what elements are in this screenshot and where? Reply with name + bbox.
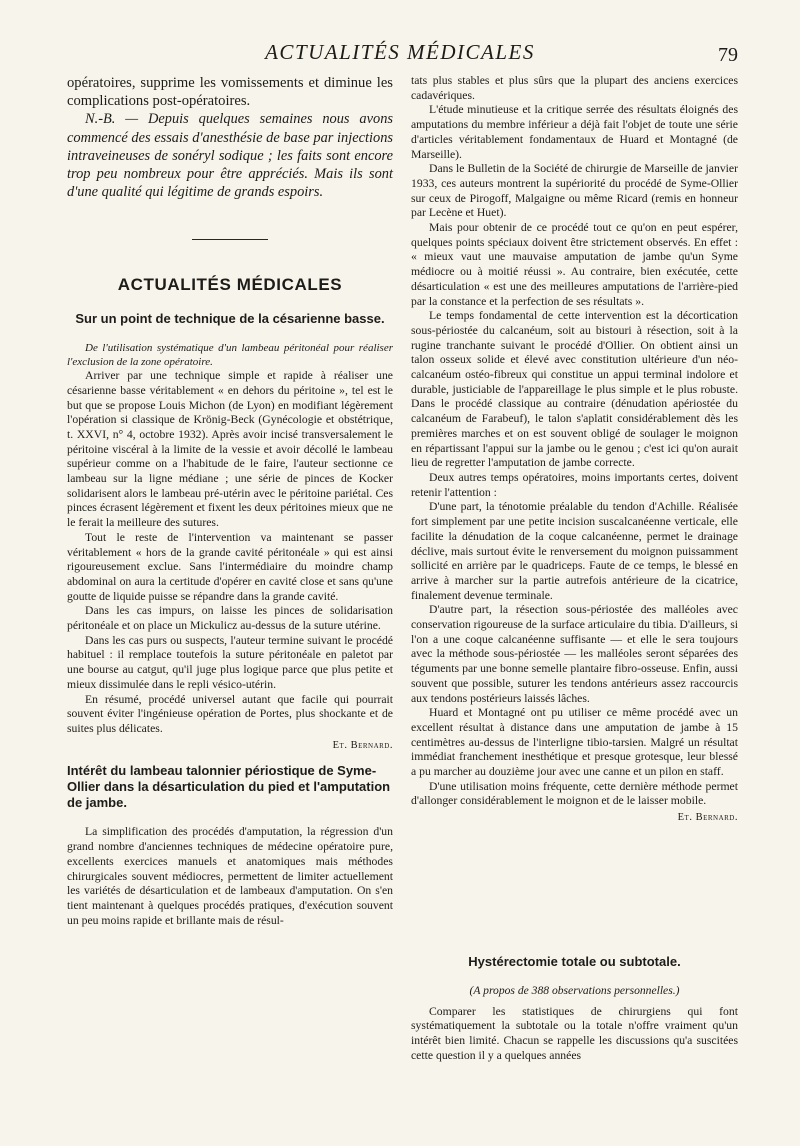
paragraph: Le temps fondamental de cette intervention est la décortication sous-périostée du calcanéum, soit au bistouri à résection, soit à la rugine tranchante suivant le procédé d'Ollier. On obtient ainsi un talon osseux solide et élevé avec constitution ultérieure d'un néo-calcanéum ostéo-fibreux qui constitue un appui terminal indolore et durable, justiciable de l'appareillage le plus simple et le plus robuste. Dans le procédé classique au contraire (dénudation apériostée du calcanéum de Farabeuf), le talon s'aplatit considérablement dès les premières marches et on est souvent obligé de soulager le moignon en répartissant l'appui sur la jambe ou le genou ; c'est ici qu'on aurait lieu de regretter l'amputation de jambe correcte. [411,309,738,470]
separator-rule [192,239,268,240]
paragraph: Comparer les statistiques de chirurgiens qui font systématiquement la subtotale ou la totale n'offre vraiment qu'un intérêt bien limité. Chacun se rappelle les discussions qu'a suscitées cette question il y a quelques années [411,1004,738,1062]
paragraph: tats plus stables et plus sûrs que la plupart des anciens exercices cadavériques. [411,74,738,102]
author-signature: Et. Bernard. [677,812,738,824]
page-number: 79 [718,44,738,66]
paragraph: Dans le Bulletin de la Société de chirurgie de Marseille de janvier 1933, ces auteurs montrent la supériorité du procédé de Syme-Ollier sur ceux de Pirogoff, Malgaigne ou même Ricard (remis en honneur par Lecène et Huet). [411,162,738,220]
continued-paragraph: opératoires, supprime les vomissements et diminue les complications post-opératoires. [67,75,393,110]
running-title: ACTUALITÉS MÉDICALES [265,40,535,64]
paragraph: L'étude minutieuse et la critique serrée des résultats éloignés des amputations du membre inférieur a déjà fait l'objet de toute une série d'articles véritablement fondamentaux de Huard et Montagné (de Marseille). [411,103,738,161]
paragraph: D'une part, la ténotomie préalable du tendon d'Achille. Réalisée fort simplement par une petite incision suscalcanéenne verticale, elle facilite la dénudation de la coque calcanéenne, permet le drainage déclive, mais surtout évite le renversement du moignon puissamment sollicité en arrière par le quadriceps. Faute de ce temps, le blessé en arrive à marcher sur la partie autrefois antérieure de la cicatrice, finalement devenue terminale. [411,500,738,602]
nota-bene: N.-B. — Depuis quelques semaines nous avons commencé des essais d'anesthésie de base par injections intraveineuses de sonéryl sodique ; les faits sont encore trop peu nombreux pour être appréciés. Mais ils sont d'une qualité qui légitime de grands espoirs. [67,111,393,201]
author-signature: Et. Bernard. [332,739,393,751]
paragraph: La simplification des procédés d'amputation, la régression d'un grand nombre d'anciennes techniques de médecine opératoire pure, excellents exercices manuels et anatomiques mais méthodes chirurgicales souvent médiocres, permettent de limiter actuellement les variétés de désarticulation et de lambeaux d'amputation. On s'en tient maintenant à quelques procédés pratiques, d'exécution souvent un peu moins rapide et brillante mais de résul- [67,825,393,927]
article-title: Hystérectomie totale ou subtotale. [468,954,681,969]
paragraph: Deux autres temps opératoires, moins importants certes, doivent retenir l'attention : [411,470,738,499]
paragraph: Dans les cas impurs, on laisse les pinces de solidarisation péritonéale et on place un Mickulicz au-dessus de la suture utérine. [67,604,393,633]
paragraph: Mais pour obtenir de ce procédé tout ce qu'on en peut espérer, quelques points spéciaux doivent être strictement observés. En effet : « mieux vaut une mauvaise amputation de jambe qu'un Syme médiocre ou à moitié réussi ». Au contraire, bien exécutée, cette désarticulation « est une des meilleures amputations de l'arrière-pied par la constance et la perfection de ses résultats ». [411,221,738,308]
section-title: ACTUALITÉS MÉDICALES [117,275,343,295]
paragraph: Dans les cas purs ou suspects, l'auteur termine suivant le procédé habituel : il remplace toutefois la suture péritonéale en paletot par une bourse au catgut, qu'il juge plus logique parce que plus petite et mieux dissimulée dans le repli vésico-utérin. [67,633,393,691]
right-column-lower [411,954,738,1064]
paragraph: D'autre part, la résection sous-périostée des malléoles avec conservation rigoureuse de la surface articulaire du tibia. D'ailleurs, si l'on a une coque calcanéenne suffisante — et elle le sera toujours avec la méthode sous-périostée — les malléoles seront séparées des téguments par une bonne semelle plantaire fibro-osseuse. Enfin, aussi souvent que possible, suturer les tendons antérieurs assez raccourcis aux tendons postérieurs laissés lâches. [411,603,738,705]
article-subtitle: De l'utilisation systématique d'un lambeau péritonéal pour réaliser l'exclusion de la zone opératoire. [67,342,393,369]
right-column [411,74,738,832]
paragraph: D'une utilisation moins fréquente, cette dernière méthode permet d'allonger considérablement le moignon et de le laisser mobile. [411,779,738,808]
paragraph: Tout le reste de l'intervention va maintenant se passer véritablement « hors de la grande cavité péritonéale » qui est ainsi rigoureusement exclue. Sans l'intermédiaire du moindre champ abdominal on aura la certitude d'opérer en cavité close et sans qu'une goutte de liquide puisse se répandre dans la grande cavité. [67,530,393,603]
article-title: Sur un point de technique de la césarienne basse. [75,311,385,327]
article-title: Intérêt du lambeau talonnier périostique de Syme-Ollier dans la désarticulation du pied et l'amputation de jambe. [67,763,391,811]
paragraph: Arriver par une technique simple et rapide à réaliser une césarienne basse véritablement « en dehors du péritoine », tel est le but que se propose Louis Michon (de Lyon) en modifiant légèrement l'opération si classique de Krönig-Beck (Gynécologie et obstétrique, t. XXVI, n° 4, octobre 1932). Après avoir incisé transversalement le péritoine viscéral à la limite de la vessie et avoir décollé le lambeau supérieur comme on a l'habitude de le faire, l'auteur sectionne ce lambeau sur la ligne médiane ; une série de pinces de Kocker solidarisent alors le lambeau pré-utérin avec le péritoine pariétal. Ces pinces écrasent légèrement et fixent les deux péritoines mieux que ne le ferait la meilleure des sutures. [67,369,393,530]
left-column [67,74,393,928]
article-subtitle: (A propos de 388 observations personnelles.) [469,984,680,997]
paragraph: Huard et Montagné ont pu utiliser ce même procédé avec un excellent résultat à distance dans une amputation de jambe à 15 centimètres au-dessus de l'interligne tibio-tarsien. Malgré un résultat immédiat franchement inesthétique et presque grotesque, leur blessé a pu marcher au douzième jour avec une canne et un pilon en staff. [411,706,738,779]
paragraph: En résumé, procédé universel autant que facile qui pourrait souvent éviter l'ingénieuse opération de Portes, plus shockante et de suites plus délicates. [67,692,393,735]
